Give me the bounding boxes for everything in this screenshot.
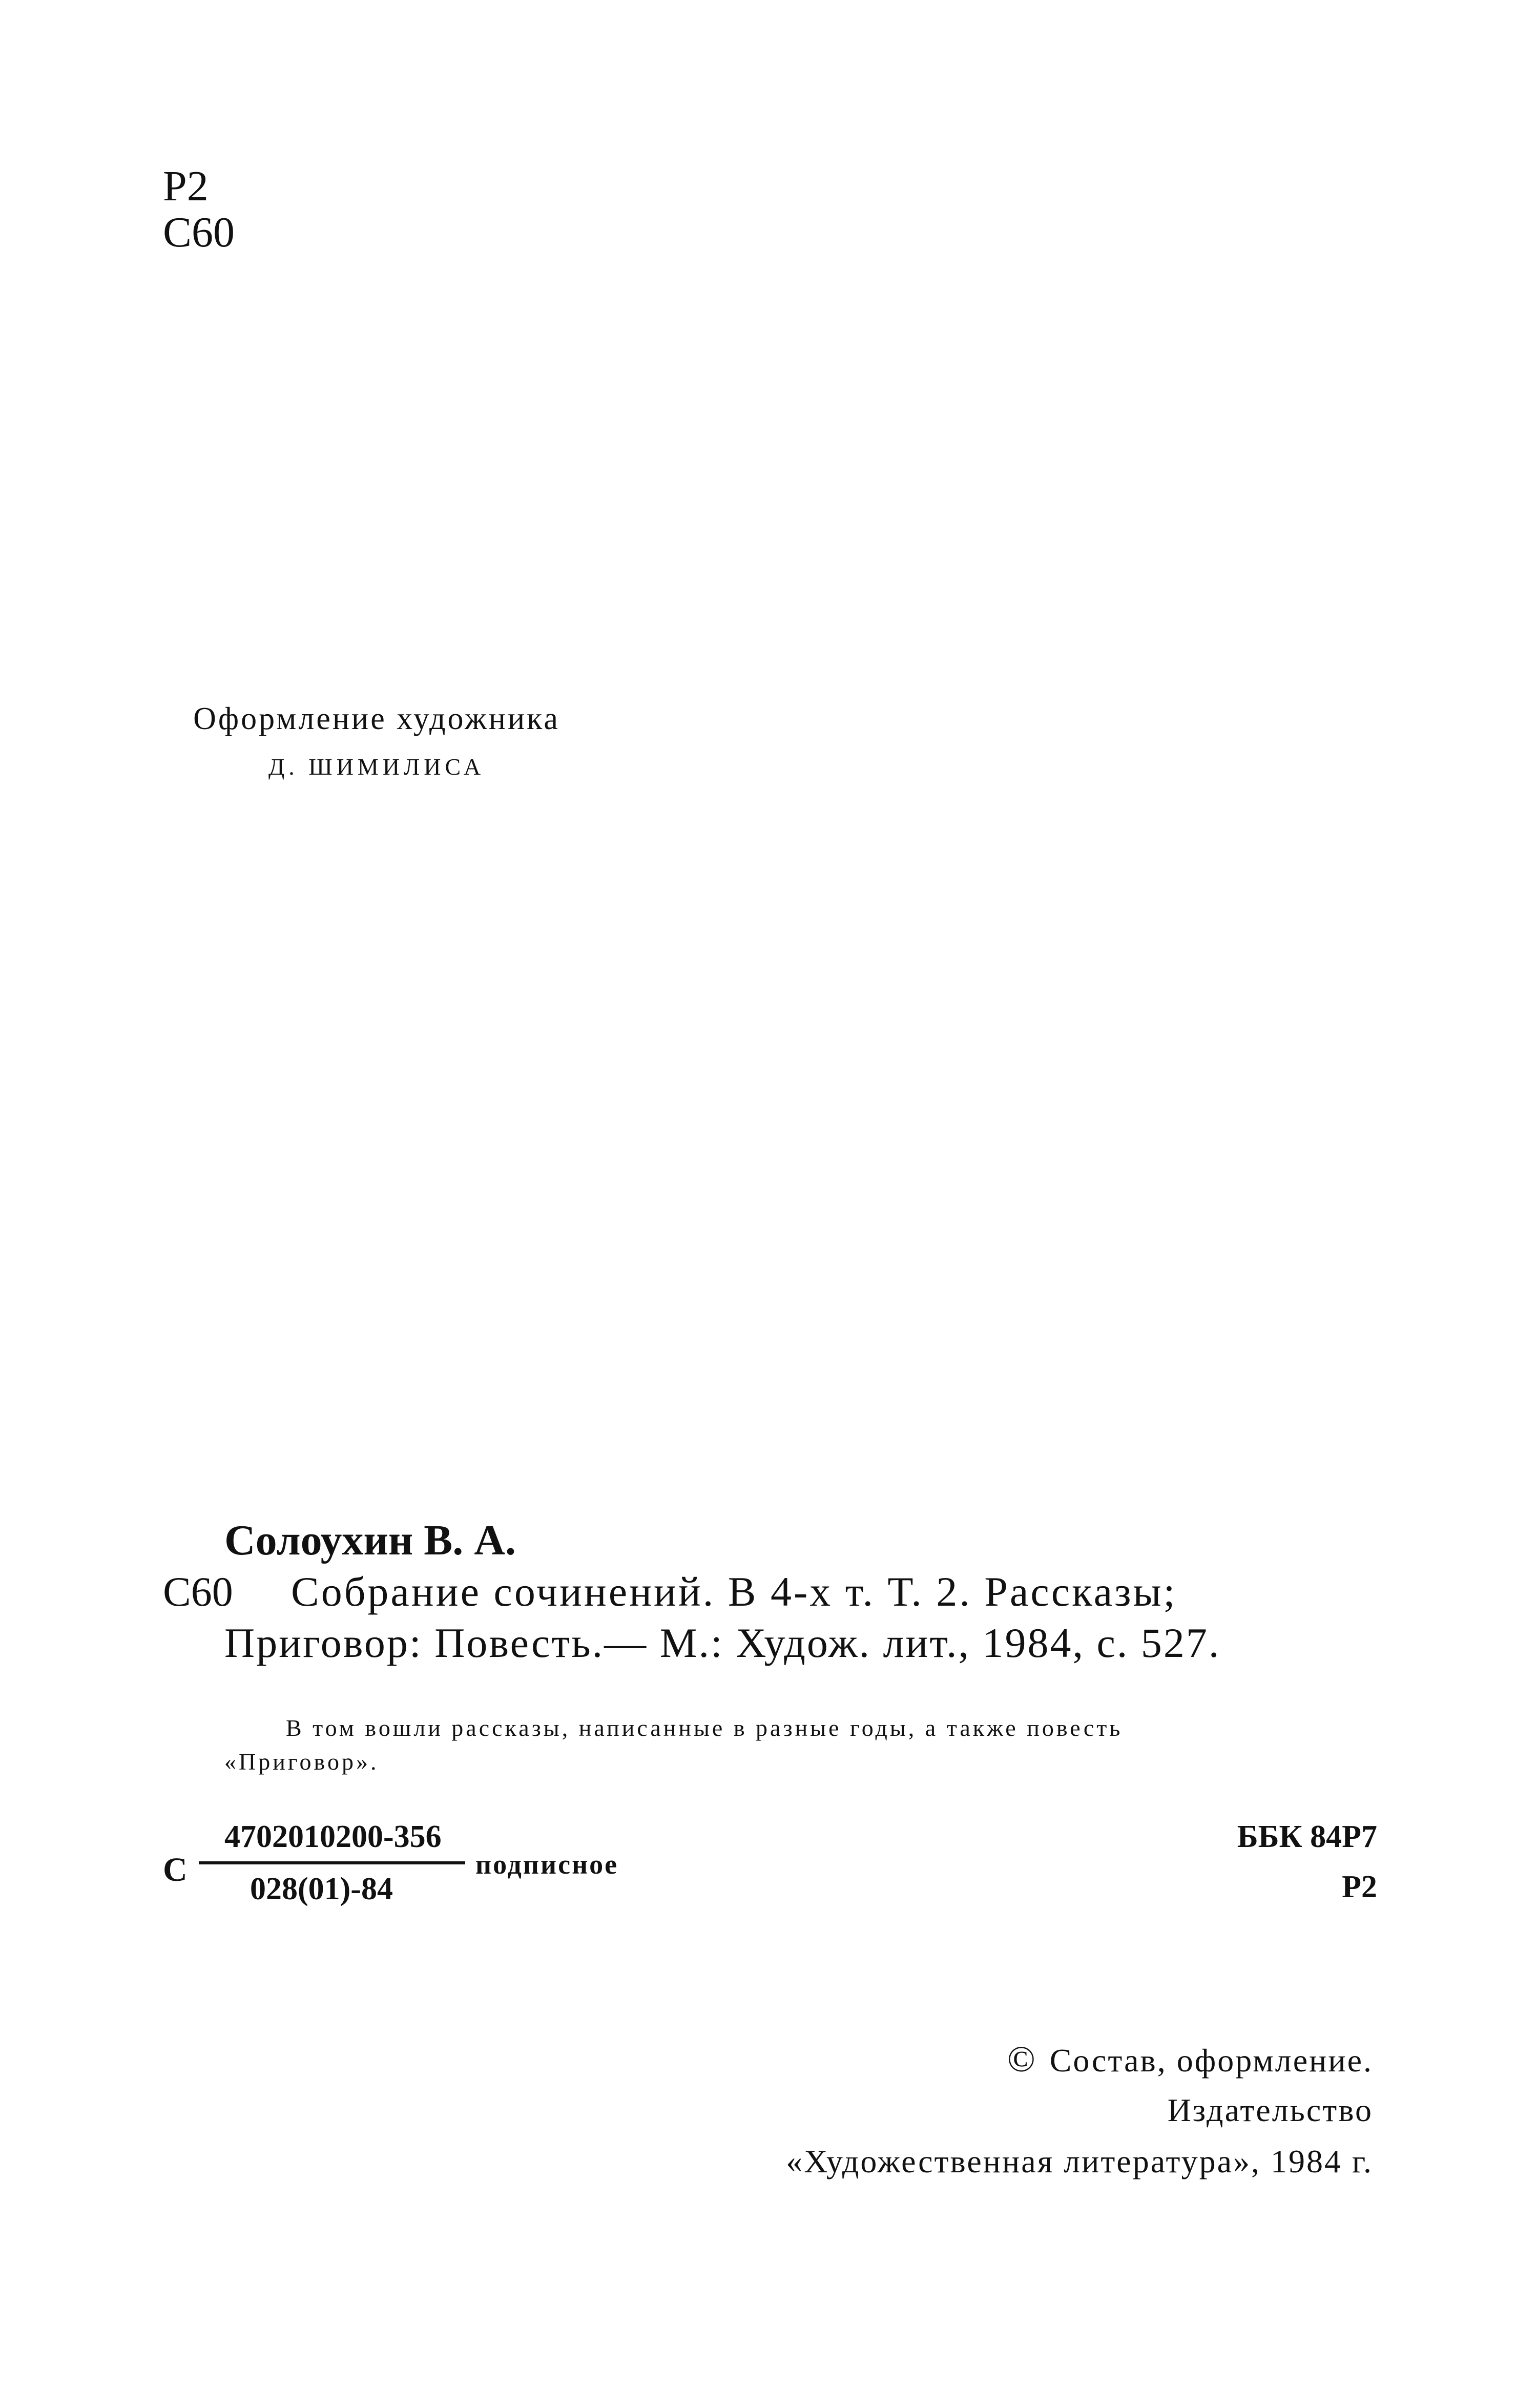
author-heading: Солоухин В. А. <box>224 1517 516 1564</box>
bbk-classification: Р2 <box>1342 1870 1377 1904</box>
classification-code-line-2: C60 <box>163 209 235 256</box>
copyright-icon: © <box>1007 2039 1035 2080</box>
index-denominator: 028(01)-84 <box>250 1872 393 1906</box>
bbk-code: ББК 84Р7 <box>1237 1819 1377 1854</box>
design-credit-name: Д. ШИМИЛИСА <box>268 754 485 780</box>
bibliographic-line-1: Собрание сочинений. В 4-х т. Т. 2. Рассказы; <box>291 1568 1177 1615</box>
copyright-line-2: Издательство <box>1167 2092 1373 2128</box>
copyright-line-3: «Художественная литература», 1984 г. <box>786 2143 1373 2179</box>
bibliographic-line-2: Приговор: Повесть.— М.: Худож. лит., 1984, с. 527. <box>224 1620 1221 1666</box>
entry-classification-code: С60 <box>163 1568 233 1615</box>
design-credit-title: Оформление художника <box>193 701 560 736</box>
index-numerator: 4702010200-356 <box>224 1819 442 1854</box>
annotation-line-1: В том вошли рассказы, написанные в разные годы, а также повесть <box>286 1715 1123 1741</box>
copyright-line-1 <box>1007 2038 1373 2081</box>
subscription-index-letter: С <box>163 1851 188 1888</box>
fraction-divider <box>199 1861 465 1864</box>
copyright-text-1: Состав, оформление. <box>1049 2042 1373 2079</box>
annotation-line-2: «Приговор». <box>224 1749 379 1775</box>
classification-code-line-1: P2 <box>163 162 209 210</box>
subscription-label: подписное <box>475 1849 619 1880</box>
